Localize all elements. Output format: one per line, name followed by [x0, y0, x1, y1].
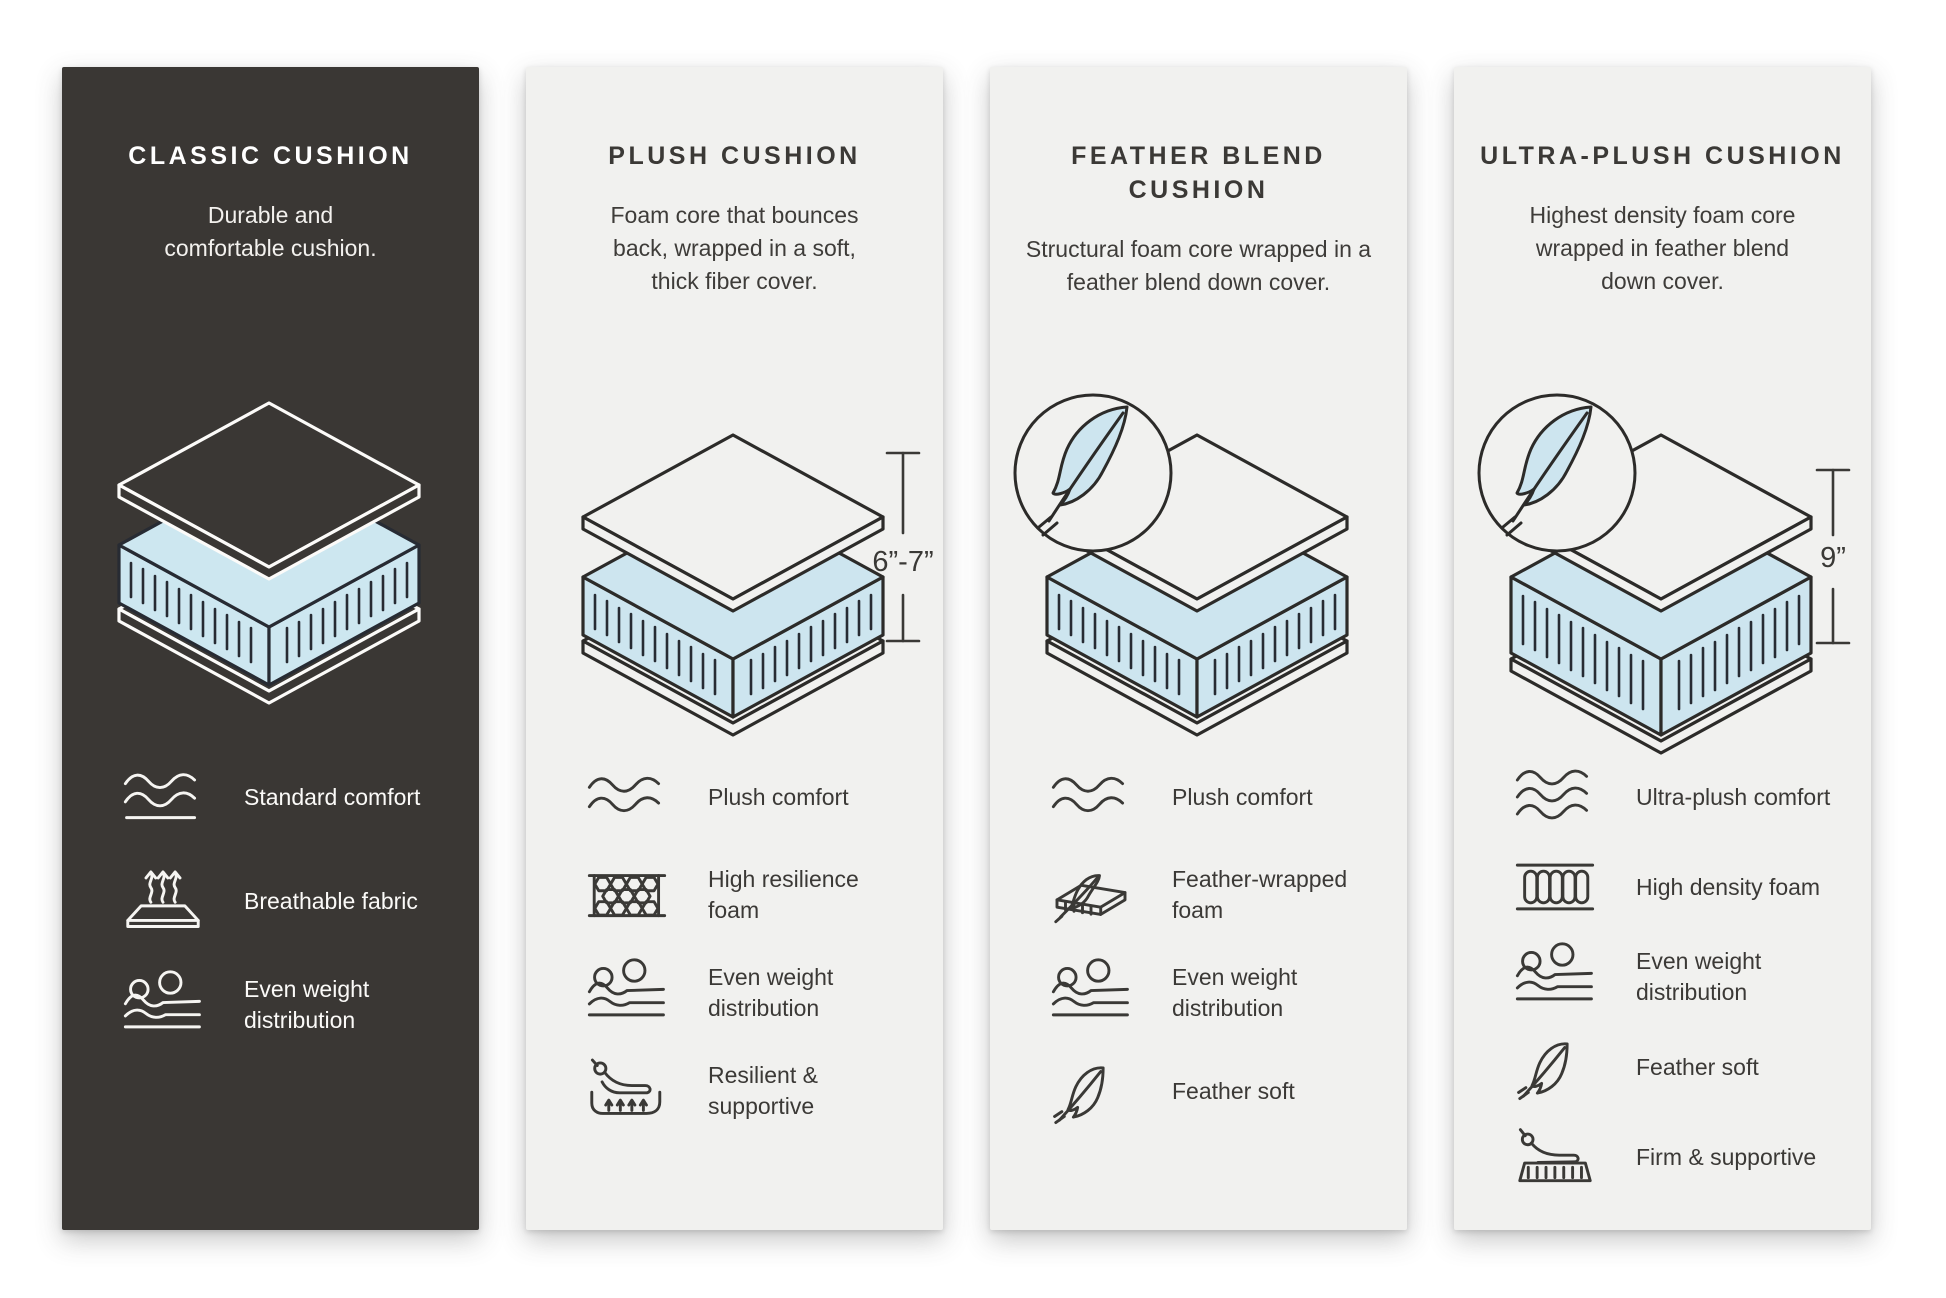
feature-row: [122, 971, 465, 1039]
panel-ultra-plush-cushion: [1454, 67, 1871, 1230]
feature-row: [586, 763, 929, 831]
panel-plush-cushion: [526, 67, 943, 1230]
height-dimension: [1817, 470, 1849, 643]
panel-description: Foam core that bounces back, wrapped in a soft, thick fiber cover.: [610, 202, 859, 294]
feature-label: Plush comfort: [708, 783, 849, 810]
feature-label: High resilience foam: [708, 866, 859, 923]
cushion-layers-illustration: [993, 357, 1405, 757]
even-weight-icon: [1050, 959, 1172, 1027]
cushion-layers-illustration: [1457, 357, 1869, 757]
feature-row: [1050, 959, 1393, 1027]
panel-header: [526, 67, 943, 357]
feature-list: [62, 757, 479, 1075]
cushion-layers-illustration: [529, 357, 941, 757]
even-weight-icon: [586, 959, 708, 1027]
comfort-waves-icon: [1514, 763, 1636, 831]
panel-header: [990, 67, 1407, 357]
even-weight-icon: [122, 971, 244, 1039]
feature-row: [1514, 763, 1857, 831]
panel-row: [62, 67, 1871, 1230]
panel-description: Highest density foam core wrapped in feather blend down cover.: [1529, 202, 1796, 294]
panel-header: [1454, 67, 1871, 357]
feature-row: [1514, 1033, 1857, 1101]
feature-row: [1514, 943, 1857, 1011]
feather-wrapped-foam-icon: [1050, 861, 1172, 929]
feature-label: Feather soft: [1636, 1053, 1759, 1080]
feature-label: Even weight distribution: [1636, 948, 1762, 1005]
feather-badge-icon: [1479, 395, 1635, 551]
feature-label: Resilient & supportive: [708, 1062, 818, 1119]
feature-row: [1514, 853, 1857, 921]
feature-row: [586, 1057, 929, 1125]
feature-row: [122, 763, 465, 831]
feature-label: High density foam: [1636, 873, 1821, 900]
feature-label: Even weight distribution: [1172, 964, 1298, 1021]
feature-label: Breathable fabric: [244, 887, 418, 914]
density-foam-icon: [1514, 853, 1636, 921]
comfort-waves-icon: [122, 763, 244, 831]
panel-title: ULTRA-PLUSH CUSHION: [1480, 142, 1845, 170]
feature-label: Even weight distribution: [244, 976, 370, 1033]
height-dimension-label: 6”-7”: [871, 546, 934, 578]
feature-label: Ultra-plush comfort: [1636, 783, 1831, 810]
feature-label: Standard comfort: [244, 783, 421, 810]
feature-list: [1454, 757, 1871, 1213]
resilient-supportive-icon: [586, 1057, 708, 1125]
feature-label: Even weight distribution: [708, 964, 834, 1021]
feather-badge-icon: [1015, 395, 1171, 551]
panel-description: Structural foam core wrapped in a feather blend down cover.: [1025, 236, 1372, 295]
feature-label: Feather-wrapped foam: [1172, 866, 1348, 923]
feature-row: [1050, 1057, 1393, 1125]
panel-header: [62, 67, 479, 357]
even-weight-icon: [1514, 943, 1636, 1011]
feature-list: [526, 757, 943, 1155]
panel-feather-blend-cushion: [990, 67, 1407, 1230]
feature-label: Plush comfort: [1172, 783, 1313, 810]
feature-list: [990, 757, 1407, 1155]
feature-row: [586, 959, 929, 1027]
panel-title: PLUSH CUSHION: [608, 142, 861, 170]
feature-label: Feather soft: [1172, 1077, 1295, 1104]
feature-label: Firm & supportive: [1636, 1143, 1817, 1170]
comfort-waves-icon: [586, 763, 708, 831]
feature-row: [1050, 861, 1393, 929]
resilience-foam-icon: [586, 861, 708, 929]
panel-description: Durable and comfortable cushion.: [164, 202, 377, 261]
height-dimension-label: 9”: [1819, 542, 1846, 574]
comfort-waves-icon: [1050, 763, 1172, 831]
feature-row: [122, 867, 465, 935]
firm-supportive-icon: [1514, 1123, 1636, 1191]
feature-row: [1514, 1123, 1857, 1191]
feature-row: [586, 861, 929, 929]
feather-icon: [1514, 1033, 1636, 1101]
cushion-layers-illustration: [65, 357, 477, 757]
panel-classic-cushion: [62, 67, 479, 1230]
feature-row: [1050, 763, 1393, 831]
panel-title: CLASSIC CUSHION: [128, 142, 413, 170]
breathable-fabric-icon: [122, 867, 244, 935]
panel-title: FEATHER BLEND CUSHION: [1071, 142, 1326, 204]
feather-icon: [1050, 1057, 1172, 1125]
